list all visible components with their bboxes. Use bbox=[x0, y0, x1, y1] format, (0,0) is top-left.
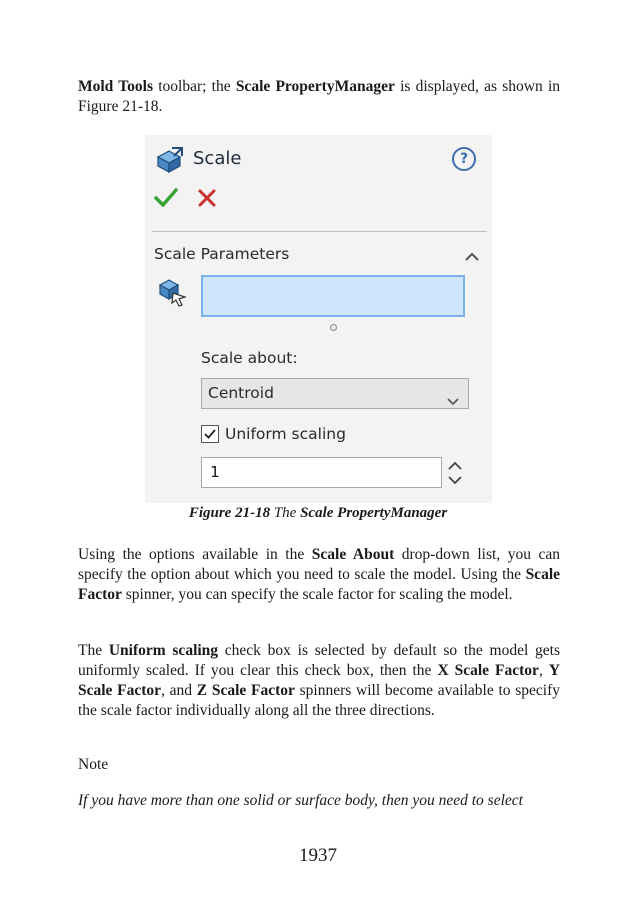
note-heading: Note bbox=[78, 756, 109, 773]
note-text: If you have more than one solid or surface body, then you need to select bbox=[78, 792, 523, 809]
resize-handle[interactable] bbox=[330, 324, 337, 331]
body-selection-icon bbox=[157, 277, 189, 311]
checkmark-icon bbox=[202, 426, 218, 442]
cancel-x-icon[interactable] bbox=[197, 188, 217, 212]
scale-propertymanager-figure bbox=[145, 135, 492, 503]
uniform-scaling-paragraph: The Uniform scaling check box is selected by default so the model gets uniformly scaled. If you clear this check box, then the X Scale Factor, Y Scale Factor, and Z Scale Factor spinners will become available to specify the scale factor individually along all the three directions. bbox=[78, 642, 561, 719]
figure-caption: Figure 21-18 The Scale PropertyManager bbox=[188, 505, 448, 521]
bold-term: Scale About bbox=[311, 546, 395, 563]
propertymanager-title: Scale bbox=[193, 148, 242, 169]
header-divider bbox=[152, 231, 487, 232]
bold-term: Uniform scaling bbox=[108, 642, 219, 659]
scale-about-label: Scale about: bbox=[201, 349, 298, 367]
scale-about-dropdown[interactable] bbox=[201, 378, 469, 409]
bold-term: Mold Tools bbox=[78, 78, 153, 95]
uniform-scaling-checkbox[interactable] bbox=[201, 425, 219, 443]
scale-about-value: Centroid bbox=[208, 384, 274, 402]
dropdown-chevron-icon bbox=[446, 388, 460, 417]
scale-about-paragraph: Using the options available in the Scale About drop-down list, you can specify the option about which you need to scale the model. Using the Scale Factor spinner, you can specify the scale factor for scaling the model. bbox=[78, 546, 560, 603]
uniform-scaling-label: Uniform scaling bbox=[225, 425, 346, 443]
bold-term: Z Scale Factor bbox=[196, 682, 295, 699]
bold-term: Scale Factor bbox=[78, 566, 560, 603]
bold-term: Scale PropertyManager bbox=[235, 78, 395, 95]
scale-factor-input[interactable]: 1 bbox=[201, 457, 442, 488]
body-selection-box[interactable] bbox=[201, 275, 465, 317]
bold-term: X Scale Factor bbox=[437, 662, 539, 679]
spinner-arrows-icon[interactable] bbox=[445, 458, 465, 488]
collapse-chevron-icon[interactable] bbox=[464, 247, 480, 266]
intro-paragraph: Mold Tools toolbar; the Scale PropertyManager is displayed, as shown in Figure 21-18. bbox=[78, 78, 560, 115]
bold-term: Y Scale Factor bbox=[78, 662, 561, 699]
section-title: Scale Parameters bbox=[154, 245, 290, 263]
page-number: 1937 bbox=[299, 845, 337, 866]
help-icon[interactable]: ? bbox=[452, 147, 476, 171]
ok-checkmark-icon[interactable] bbox=[153, 187, 179, 213]
scale-feature-icon bbox=[155, 145, 185, 177]
